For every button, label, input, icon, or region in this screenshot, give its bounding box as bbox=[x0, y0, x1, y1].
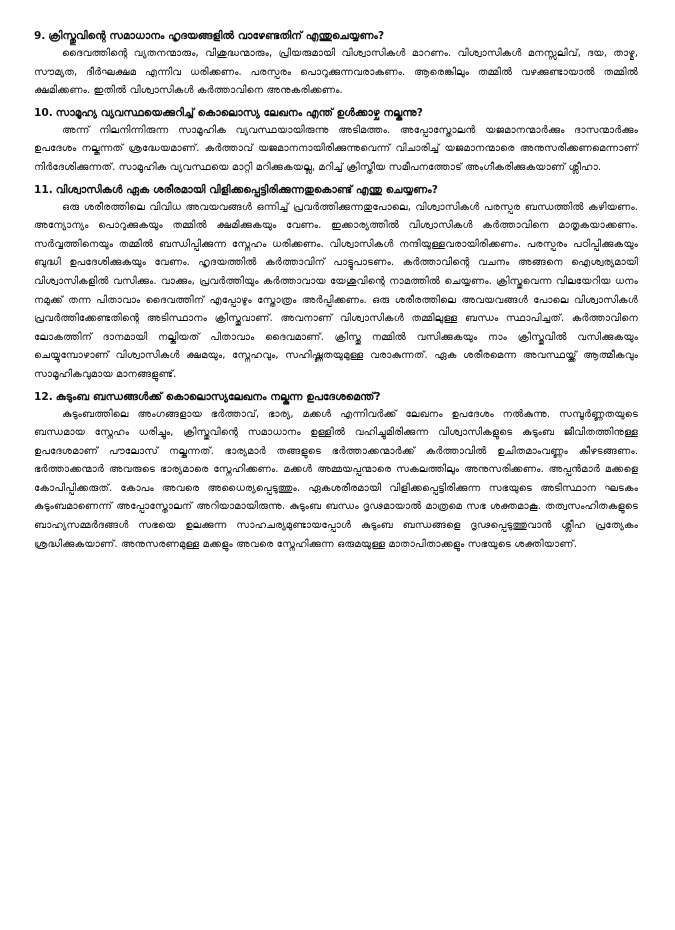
question-text: വിശ്വാസികൾ ഏക ശരീരമായി വിളിക്കപ്പെട്ടിരിക്കുന്നതുകൊണ്ട് എന്തു ചെയ്യണം? bbox=[55, 183, 438, 196]
document-page bbox=[34, 28, 638, 558]
question-number: 9. bbox=[34, 30, 46, 42]
question-text: സാമൂഹ്യ വ്യവസ്ഥയെക്കുറിച്ച് കൊലൊസ്യ ലേഖനം എന്ത് ഉൾക്കാഴ്ച നല്കുന്നു? bbox=[55, 106, 423, 119]
question-text: കുടുംബ ബന്ധങ്ങൾക്ക് കൊലൊസ്യലേഖനം നല്കുന്ന ഉപദേശമെന്ത്? bbox=[55, 390, 381, 403]
question-number: 11. bbox=[34, 183, 53, 196]
question-text: ക്രിസ്തുവിന്റെ സമാധാനം ഹൃദയങ്ങളിൽ വാഴേണ്ടതിന് എന്തുചെയ്യണം? bbox=[48, 30, 385, 42]
answer-paragraph: ദൈവത്തിന്റെ വ്യതനന്മാരും, വിശുദ്ധന്മാരും, പ്രിയരുമായി വിശ്വാസികൾ മാറണം. വിശ്വാസികൾ മനസ്സലിവ്, ദയ, താഴ്മ, സൗമ്യത, ദീർഘക്ഷമ എന്നിവ ധരിക്കണം. പരസ്പരം പൊറുക്കുന്നവരാകണം. ആരെങ്കിലും തമ്മിൽ വഴക്കുണ്ടായാൽ തമ്മിൽ ക്ഷമിക്കണം. ഇതിൽ വിശ്വാസികൾ കർത്താവിനെ അനുകരിക്കണം. bbox=[34, 48, 638, 97]
section-12 bbox=[34, 389, 638, 555]
section-11 bbox=[34, 182, 638, 385]
question-number: 10. bbox=[34, 106, 53, 119]
question-heading bbox=[34, 389, 638, 405]
answer-paragraph: അന്ന് നിലനിന്നിരുന്ന സാമൂഹിക വ്യവസ്ഥയായിരുന്നു അടിമത്തം. അപ്പോസ്തോലൻ യജമാനന്മാർക്കും ദാസന്മാർക്കും ഉപദേശം നല്കുന്നത് ശ്രദ്ധേയമാണ്. കർത്താവ് യജമാനനായിരിക്കുന്നുവെന്ന് വിചാരിച്ച് യജമാനന്മാരെ അനുസരിക്കണമെന്നാണ് നിർദേശിക്കുന്നത്. സാമൂഹിക വ്യവസ്ഥയെ മാറ്റി മറിക്കുകയല്ല, മറിച്ച് ക്രിസ്തീയ സമീപനത്തോട് അംഗീകരിക്കുകയാണ് ശ്ലീഹാ. bbox=[34, 124, 638, 173]
question-heading bbox=[34, 105, 638, 121]
question-number: 12. bbox=[34, 390, 53, 403]
section-10 bbox=[34, 105, 638, 178]
question-heading bbox=[34, 182, 638, 198]
question-heading bbox=[34, 28, 638, 44]
answer-paragraph: കുടുംബത്തിലെ അംഗങ്ങളായ ഭർത്താവ്, ഭാര്യ, മക്കൾ എന്നിവർക്ക് ലേഖനം ഉപദേശം നൽകുന്നു. സമ്പൂർണ്ണതയുടെ ബന്ധമായ സ്നേഹം ധരിച്ചും, ക്രിസ്തുവിന്റെ സമാധാനം ഉള്ളിൽ വഹിച്ചുമിരിക്കുന്ന വിശ്വാസികളുടെ കുടുംബ ജീവിതത്തിനുള്ള ഉപദേശമാണ് പൗലോസ് നല്കുന്നത്. ഭാര്യമാർ തങ്ങളുടെ ഭർത്താക്കന്മാർക്ക് കർത്താവിൽ ഉചിതമാംവണ്ണം കീഴടങ്ങണം. ഭർത്താക്കന്മാർ അവരുടെ ഭാര്യമാരെ സ്നേഹിക്കണം. മക്കൾ അമ്മയപ്പന്മാരെ സകലത്തിലും അനുസരിക്കണം. അപ്പൻമാർ മക്കളെ കോപിപ്പിക്കരുത്. കോപം അവരെ അധൈര്യപ്പെടുത്തും. ഏകശരീരമായി വിളിക്കപ്പെട്ടിരിക്കുന്ന സഭയുടെ അടിസ്ഥാന ഘടകം കുടുംബമാണെന്ന് അപ്പോസ്തോലന് അറിയാമായിരുന്നു. കുടുംബ ബന്ധം ദൃഢമായാൽ മാത്രമെ സഭ ശക്തമാകൂ. തത്വസംഹിതകളുടെ ബാഹ്യസമ്മർദങ്ങൾ സഭയെ ഉലക്കുന്ന സാഹചര്യമുണ്ടായപ്പോൾ കുടുംബ ബന്ധങ്ങളെ ദൃഢപ്പെടുത്തുവാൻ ശ്ലീഹ പ്രത്യേകം ശ്രദ്ധിക്കുകയാണ്. അനുസരണമുള്ള മക്കളും അവരെ സ്നേഹിക്കുന്ന ഒരുമയുള്ള മാതാപിതാക്കളും സഭയുടെ ശക്തിയാണ്. bbox=[34, 408, 638, 550]
section-9 bbox=[34, 28, 638, 101]
answer-paragraph: ഒരു ശരീരത്തിലെ വിവിധ അവയവങ്ങൾ ഒന്നിച്ച് പ്രവർത്തിക്കുന്നതുപോലെ, വിശ്വാസികൾ പരസ്പര ബന്ധത്തിൽ കഴിയണം. അന്യോന്യം പൊറുക്കുകയും തമ്മിൽ ക്ഷമിക്കുകയും വേണം. ഇക്കാര്യത്തിൽ വിശ്വാസികൾ കർത്താവിനെ മാതൃകയാക്കണം. സർവ്വത്തിനെയും തമ്മിൽ ബന്ധിപ്പിക്കുന്ന സ്നേഹം ധരിക്കണം. വിശ്വാസികൾ നന്ദിയുള്ളവരായിരിക്കണം. പരസ്പരം പഠിപ്പിക്കുകയും ബുദ്ധി ഉപദേശിക്കുകയും വേണം. ഹൃദയത്തിൽ കർത്താവിന് പാട്ടുപാടണം. കർത്താവിന്റെ വചനം അങ്ങനെ ഐശ്വര്യമായി വിശ്വാസികളിൽ വസിക്കും. വാക്കും, പ്രവർത്തിയും കർത്താവായ യേശുവിന്റെ നാമത്തിൽ ചെയ്യണം. ക്രിസ്തുവെന്ന വിലയേറിയ ധനം നമുക്ക് തന്ന പിതാവാം ദൈവത്തിന് എപ്പോഴും സ്തോത്രം അർപ്പിക്കണം. ഒരു ശരീരത്തിലെ അവയവങ്ങൾ പോലെ വിശ്വാസികൾ പ്രവർത്തിക്കേണ്ടതിന്റെ അടിസ്ഥാനം ക്രിസ്തുവാണ്. അവനാണ് വിശ്വാസികൾ തമ്മിലുള്ള ബന്ധം സ്ഥാപിച്ചത്. കർത്താവിനെ ലോകത്തിന് ദാനമായി നല്കിയത് പിതാവാം ദൈവമാണ്. ക്രിസ്തു നമ്മിൽ വസിക്കുകയും നാം ക്രിസ്തുവിൽ വസിക്കുകയും ചെയ്യുമ്പോഴാണ് വിശ്വാസികൾ ക്ഷമയും, സ്നേഹവും, സഹിഷ്ണതയുമുള്ള വരാകുന്നത്. ഏക ശരീരമെന്ന അവസ്ഥയ്ക്ക് ആത്മീകവും സാമൂഹികവുമായ മാനങ്ങളുണ്ട്. bbox=[34, 201, 638, 380]
